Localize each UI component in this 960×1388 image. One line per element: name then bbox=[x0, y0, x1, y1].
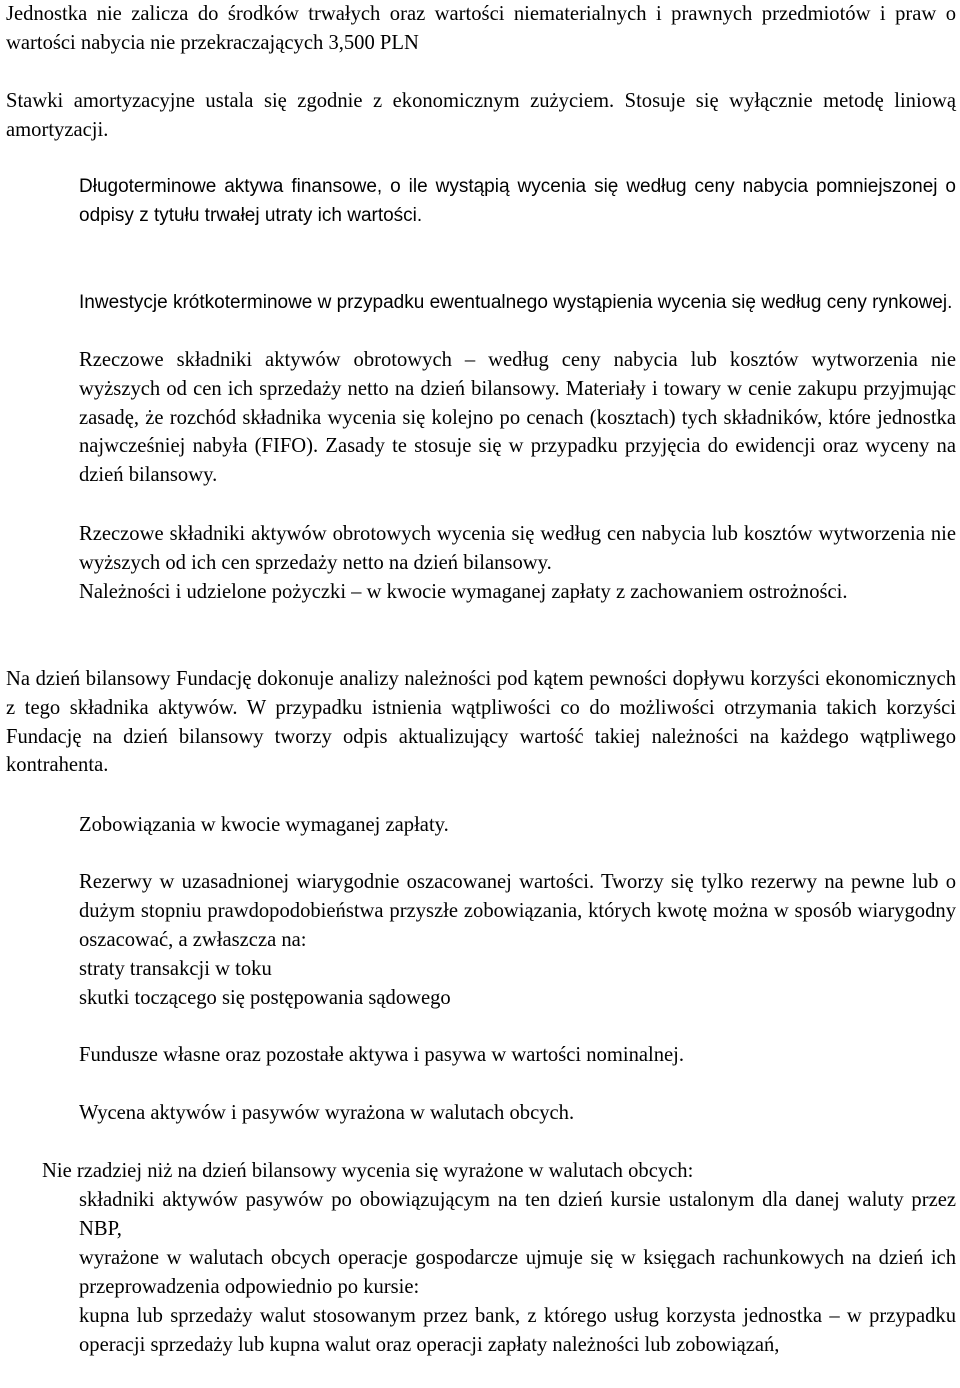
list-item-7 bbox=[6, 868, 956, 954]
list-item-text: składniki aktywów pasywów po obowiązującym na ten dzień kursie ustalonym dla danej waluty przez NBP, bbox=[79, 1189, 956, 1240]
intro-depreciation-paragraph: Stawki amortyzacyjne ustala się zgodnie z ekonomicznym zużyciem. Stosuje się wyłącznie metodę liniową amortyzacji. bbox=[6, 90, 956, 141]
list-item-2 bbox=[6, 289, 956, 318]
list-item-text: skutki toczącego się postępowania sądowego bbox=[79, 987, 451, 1009]
list-item-text: kupna lub sprzedaży walut stosowanym przez bank, z którego usług korzysta jednostka – w przypadku operacji sprzedaży lub kupna walut oraz operacji zapłaty należności lub zobowiązań, bbox=[79, 1305, 956, 1356]
fx-intro: Nie rzadziej niż na dzień bilansowy wycenia się wyrażone w walutach obcych: bbox=[42, 1160, 694, 1182]
fx-item-2a bbox=[6, 1302, 956, 1360]
receivables-paragraph: Na dzień bilansowy Fundację dokonuje analizy należności pod kątem pewności dopływu korzyści ekonomicznych z tego składnika aktywów. W przypadku istnienia wątpliwości co do możliwości otrzymania takich korzyści Fundację na dzień bilansowy tworzy odpis aktualizujący wartość takiej należności na każdego wątpliwego kontrahenta. bbox=[6, 668, 956, 777]
list-item-8 bbox=[6, 1041, 956, 1070]
list-item-text: Należności i udzielone pożyczki – w kwocie wymaganej zapłaty z zachowaniem ostrożności. bbox=[79, 581, 848, 603]
list-item-text: wyrażone w walutach obcych operacje gospodarcze ujmuje się w księgach rachunkowych na dzień ich przeprowadzenia odpowiednio po kursie: bbox=[79, 1247, 956, 1298]
list-item-6 bbox=[6, 811, 956, 840]
list-item-text: Wycena aktywów i pasywów wyrażona w walutach obcych. bbox=[79, 1102, 575, 1124]
list-item-text: Rzeczowe składniki aktywów obrotowych wycenia się według cen nabycia lub kosztów wytworzenia nie wyższych od ich cen sprzedaży netto na dzień bilansowy. bbox=[79, 523, 956, 574]
fx-item-2 bbox=[6, 1244, 956, 1302]
list-item-9 bbox=[6, 1099, 956, 1128]
list-item-text: Rzeczowe składniki aktywów obrotowych – według ceny nabycia lub kosztów wytworzenia nie wyższych od cen ich sprzedaży netto na dzień bilansowy. Materiały i towary w cenie zakupu przyjmując zasadę, że rozchód składnika wycenia się kolejno po cenach (kosztach) tych składników, które jednostka najwcześniej nabyła (FIFO). Zasady te stosuje się w przypadku przyjęcia do ewidencji oraz wyceny na dzień bilansowy. bbox=[79, 349, 956, 487]
list-item-3 bbox=[6, 346, 956, 490]
list-item-text: Zobowiązania w kwocie wymaganej zapłaty. bbox=[79, 814, 449, 836]
list-item-4 bbox=[6, 520, 956, 578]
intro-fixed-assets-paragraph: Jednostka nie zalicza do środków trwałych oraz wartości niematerialnych i prawnych przedmiotów i praw o wartości nabycia nie przekraczających 3,500 PLN bbox=[6, 3, 956, 54]
fx-item-1 bbox=[6, 1186, 956, 1244]
list-item-text: Rezerwy w uzasadnionej wiarygodnie oszacowanej wartości. Tworzy się tylko rezerwy na pewne lub o dużym stopniu prawdopodobieństwa przyszłe zobowiązania, których kwotę można w sposób wiarygodny oszacować, a zwłaszcza na: bbox=[79, 871, 956, 951]
list-item-5 bbox=[6, 578, 956, 607]
list-item-text: Fundusze własne oraz pozostałe aktywa i pasywa w wartości nominalnej. bbox=[79, 1044, 685, 1066]
list-item-text: Inwestycje krótkoterminowe w przypadku ewentualnego wystąpienia wycenia się według ceny rynkowej. bbox=[79, 292, 953, 313]
list-item-7b bbox=[6, 984, 956, 1013]
list-item-text: straty transakcji w toku bbox=[79, 958, 272, 980]
list-item-text: Długoterminowe aktywa finansowe, o ile wystąpią wycenia się według ceny nabycia pomniejszonej o odpisy z tytułu trwałej utraty ich wartości. bbox=[79, 176, 956, 226]
list-item-1 bbox=[6, 173, 956, 231]
list-item-7a bbox=[6, 955, 956, 984]
